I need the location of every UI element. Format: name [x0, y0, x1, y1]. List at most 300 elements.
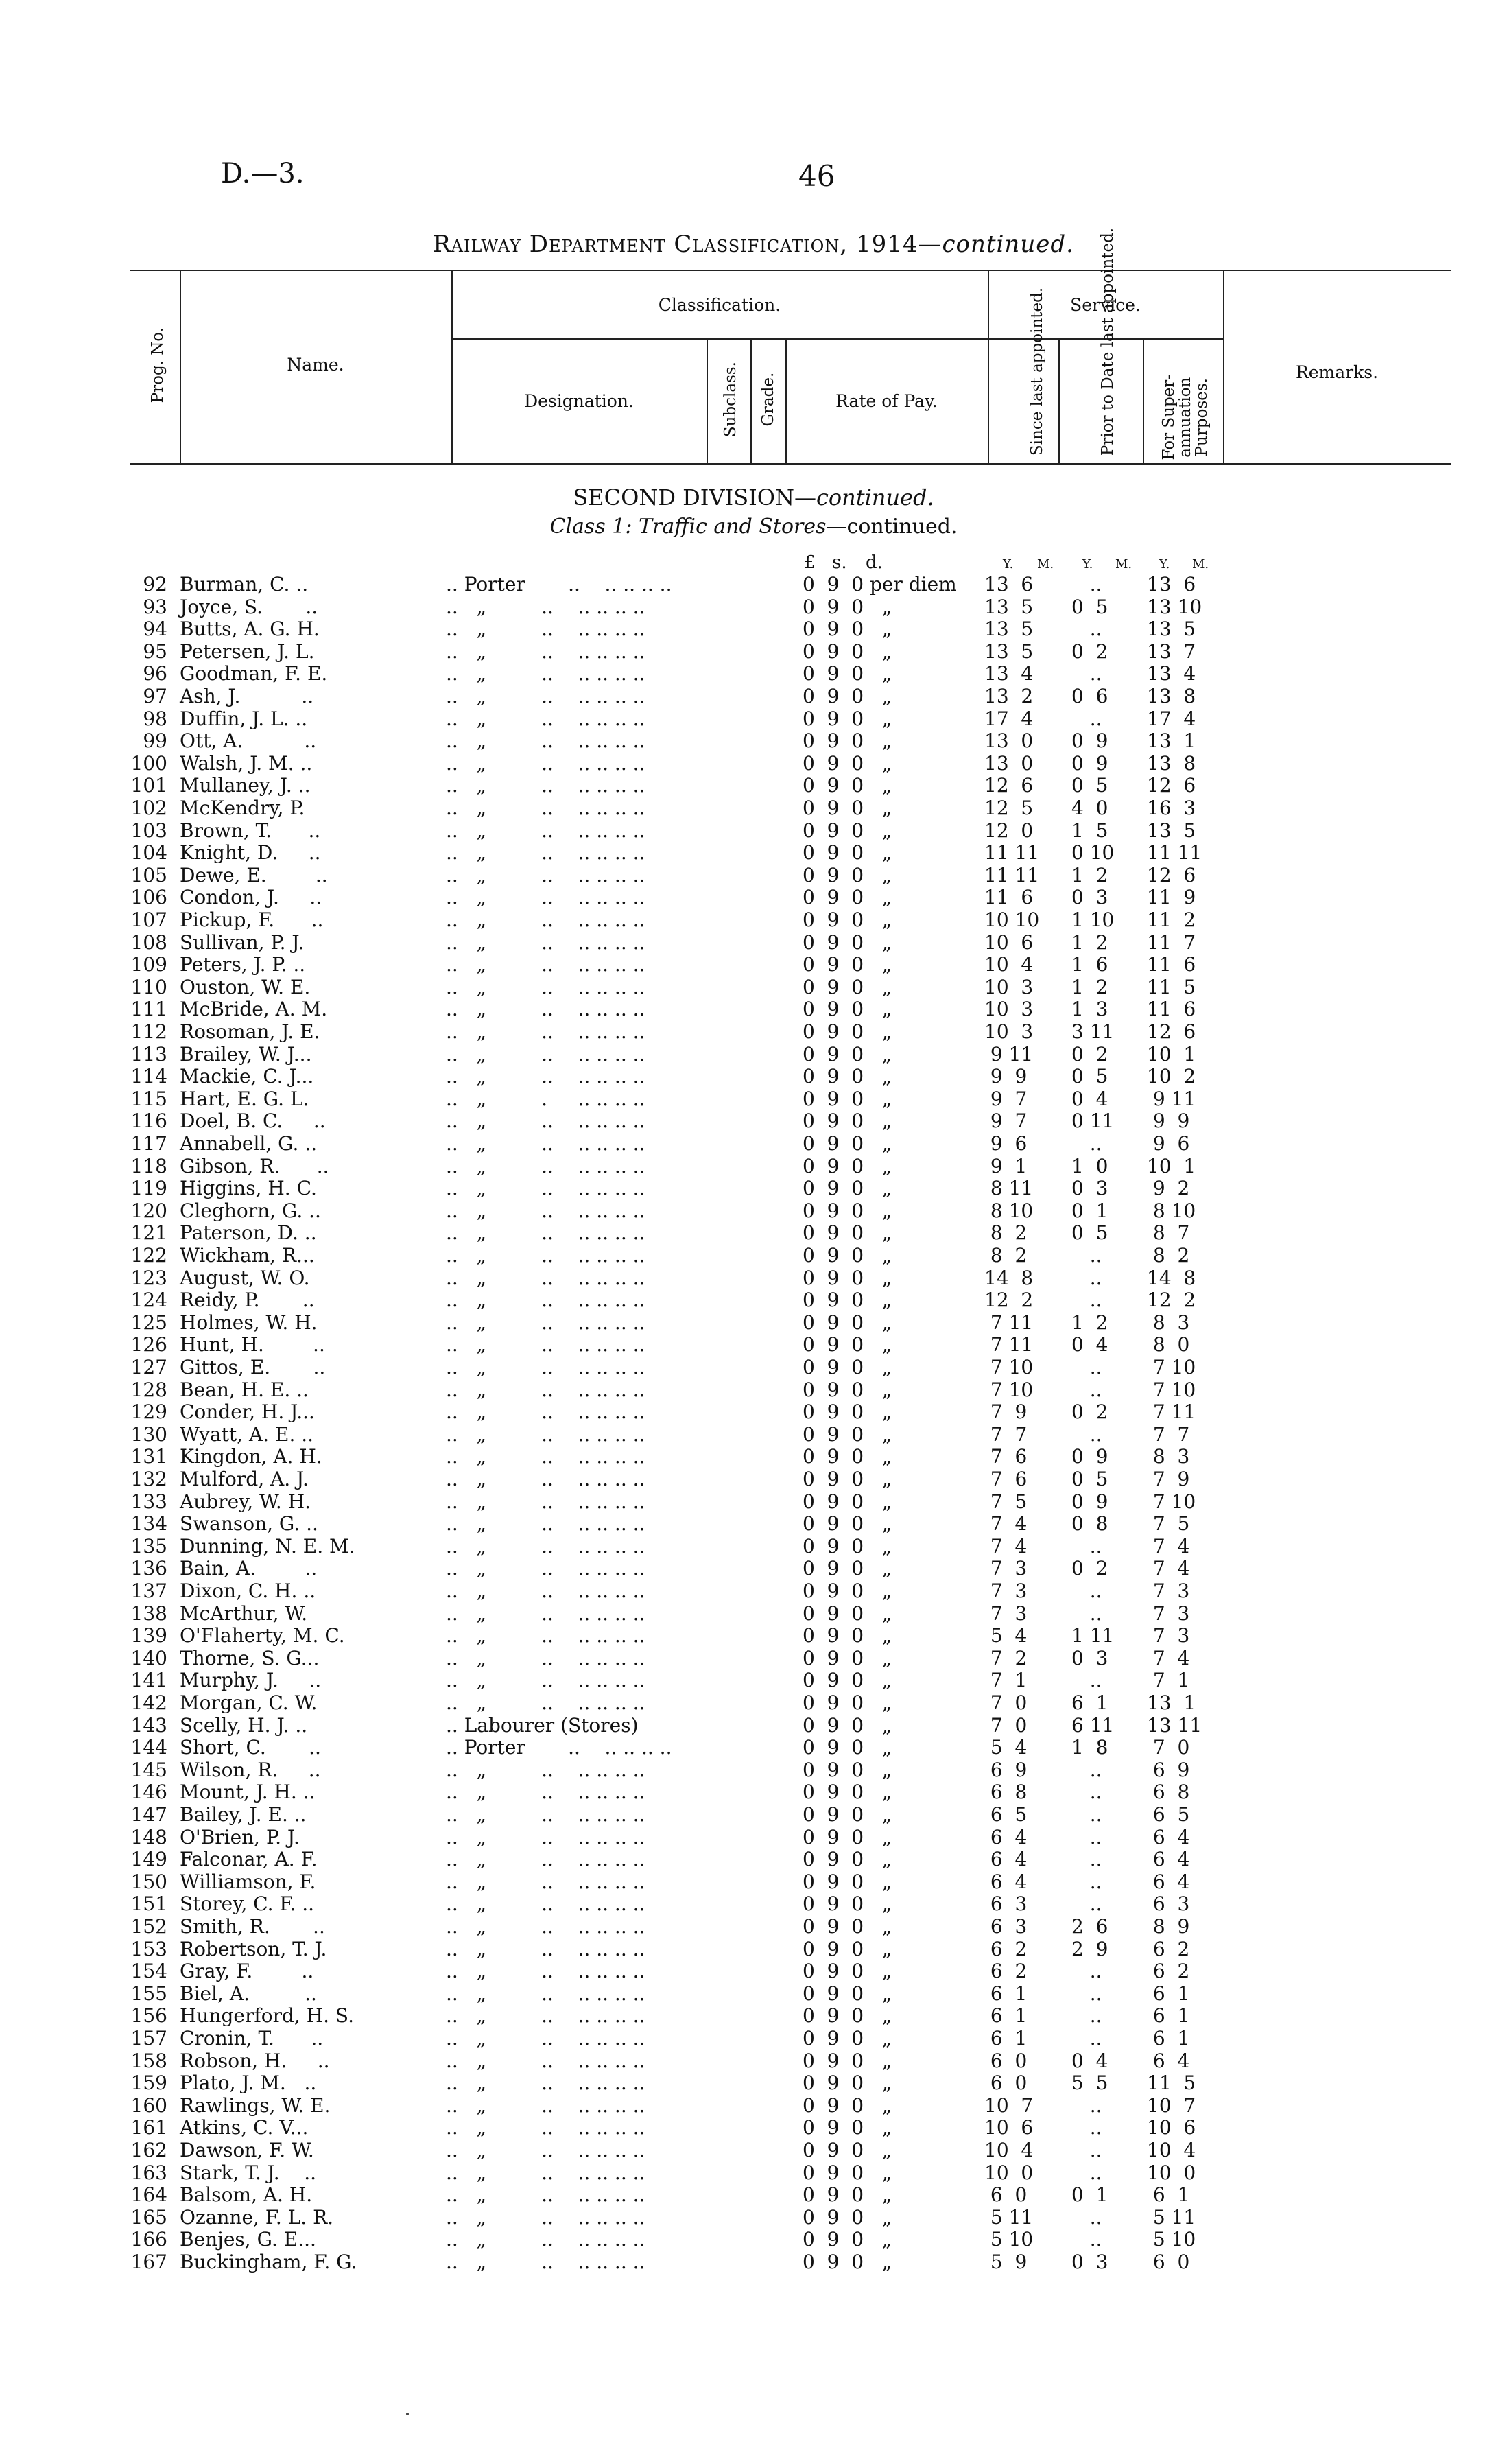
- table-row: [0, 1513, 1507, 1536]
- name-cell: Doel, B. C. ..: [180, 1110, 326, 1133]
- superannuation-cell: 7 9: [1147, 1468, 1190, 1490]
- name-cell: Butts, A. G. H.: [180, 618, 320, 641]
- since-last-cell: 10 0: [984, 2161, 1034, 2184]
- rate-cell: 0 9 0 „: [803, 640, 892, 663]
- prog-no-cell: 162: [130, 2139, 167, 2161]
- prog-no-cell: 94: [143, 618, 167, 641]
- since-last-cell: 5 11: [984, 2205, 1034, 2229]
- table-row: [0, 574, 1507, 596]
- table-row: [0, 618, 1507, 641]
- designation-cell: .. „ .. .. .. .. ..: [446, 595, 645, 618]
- prior-cell: ..: [1071, 707, 1102, 730]
- prior-cell: 1 3: [1071, 998, 1108, 1021]
- prior-cell: 0 9: [1071, 729, 1108, 753]
- name-cell: Mullaney, J. ..: [180, 774, 311, 797]
- designation-cell: .. „ .. .. .. .. ..: [446, 1177, 645, 1200]
- since-last-cell: 8 10: [984, 1199, 1034, 1222]
- name-cell: Kingdon, A. H.: [180, 1445, 322, 1468]
- name-cell: Thorne, S. G...: [180, 1646, 320, 1669]
- rate-cell: 0 9 0 „: [803, 908, 892, 931]
- name-cell: Buckingham, F. G.: [180, 2251, 357, 2273]
- designation-cell: .. „ .. .. .. .. ..: [446, 1042, 645, 1066]
- superannuation-cell: 11 6: [1147, 998, 1196, 1021]
- prior-cell: ..: [1071, 2205, 1102, 2229]
- since-last-cell: 9 7: [984, 1110, 1028, 1133]
- table-row: [0, 596, 1507, 619]
- since-last-cell: 9 1: [984, 1154, 1028, 1177]
- table-row: [0, 2207, 1507, 2229]
- designation-cell: .. „ .. .. .. .. ..: [446, 1289, 645, 1312]
- designation-cell: .. „ .. .. .. .. ..: [446, 1580, 645, 1602]
- table-row: [0, 2072, 1507, 2095]
- since-last-cell: 5 10: [984, 2228, 1034, 2251]
- superannuation-cell: 6 1: [1147, 2004, 1190, 2028]
- designation-cell: .. „ .. .. .. .. ..: [446, 975, 645, 998]
- rate-cell: 0 9 0 „: [803, 1512, 892, 1536]
- name-cell: Sullivan, P. J.: [180, 930, 305, 954]
- rate-cell: 0 9 0 „: [803, 998, 892, 1021]
- name-cell: Wilson, R. ..: [180, 1758, 321, 1781]
- header-classification: Classification.: [658, 295, 781, 315]
- prog-no-cell: 148: [130, 1825, 167, 1849]
- prog-no-cell: 125: [130, 1311, 167, 1334]
- col-divider-desig: [707, 338, 708, 463]
- prog-no-cell: 165: [130, 2205, 167, 2229]
- division-continued: continued.: [816, 484, 934, 511]
- class-name: Traffic and Stores: [638, 515, 827, 539]
- superannuation-cell: 7 3: [1147, 1580, 1190, 1602]
- rate-cell: 0 9 0 „: [803, 1982, 892, 2005]
- prog-no-cell: 92: [143, 573, 167, 596]
- rate-cell: 0 9 0 „: [803, 1646, 892, 1669]
- table-row: [0, 2117, 1507, 2139]
- prog-no-cell: 155: [130, 1982, 167, 2005]
- rate-cell: 0 9 0 „: [803, 1601, 892, 1625]
- prog-no-cell: 154: [130, 1960, 167, 1983]
- superannuation-cell: 8 3: [1147, 1311, 1190, 1334]
- since-last-cell: 7 5: [984, 1490, 1028, 1513]
- superannuation-cell: 13 8: [1147, 751, 1196, 775]
- name-cell: Wickham, R...: [180, 1244, 315, 1267]
- since-last-cell: 7 4: [984, 1534, 1028, 1558]
- prog-no-cell: 160: [130, 2093, 167, 2117]
- col-divider-subclass: [750, 338, 752, 463]
- prior-cell: 1 2: [1071, 1311, 1108, 1334]
- since-last-cell: 12 2: [984, 1289, 1034, 1312]
- designation-cell: .. „ .. .. .. .. ..: [446, 1669, 645, 1692]
- table-row: [0, 1245, 1507, 1267]
- since-last-cell: 6 4: [984, 1825, 1028, 1849]
- print-speck: [406, 2413, 409, 2415]
- rate-cell: 0 9 0 „: [803, 975, 892, 998]
- rate-cell: 0 9 0 „: [803, 930, 892, 954]
- name-cell: McKendry, P.: [180, 797, 305, 819]
- division-name: SECOND DIVISION—: [573, 484, 816, 511]
- prog-no-cell: 121: [130, 1221, 167, 1245]
- prog-no-cell: 95: [143, 640, 167, 663]
- table-row: [0, 954, 1507, 976]
- rate-cell: 0 9 0 „: [803, 729, 892, 753]
- since-last-cell: 5 4: [984, 1624, 1028, 1647]
- since-last-cell: 7 11: [984, 1311, 1034, 1334]
- since-last-cell: 10 3: [984, 975, 1034, 998]
- designation-cell: .. „ .. .. .. .. ..: [446, 1803, 645, 1826]
- name-cell: Morgan, C. W.: [180, 1691, 318, 1714]
- table-row: [0, 2005, 1507, 2028]
- prior-cell: 6 1: [1071, 1691, 1108, 1714]
- header-since-last: Since last appointed.: [1028, 287, 1046, 456]
- since-last-cell: 6 8: [984, 1781, 1028, 1804]
- superannuation-cell: 11 5: [1147, 975, 1196, 998]
- rate-cell: 0 9 0 „: [803, 1937, 892, 1960]
- table-row: [0, 865, 1507, 887]
- rate-cell: 0 9 0 „: [803, 1132, 892, 1155]
- prior-cell: ..: [1071, 618, 1102, 641]
- name-cell: O'Flaherty, M. C.: [180, 1624, 345, 1647]
- name-cell: Benjes, G. E...: [180, 2228, 316, 2251]
- rate-cell: 0 9 0 „: [803, 1154, 892, 1177]
- designation-cell: .. „ .. .. .. .. ..: [446, 953, 645, 976]
- prior-cell: ..: [1071, 1758, 1102, 1781]
- rate-cell: 0 9 0 „: [803, 1892, 892, 1916]
- table-row: [0, 1267, 1507, 1290]
- designation-cell: .. „ .. .. .. .. ..: [446, 1601, 645, 1625]
- superannuation-cell: 7 4: [1147, 1646, 1190, 1669]
- prog-no-cell: 107: [130, 908, 167, 931]
- designation-cell: .. „ .. .. .. .. ..: [446, 1960, 645, 1983]
- superannuation-cell: 13 1: [1147, 729, 1196, 753]
- table-row: [0, 1088, 1507, 1111]
- since-last-cell: 7 0: [984, 1691, 1028, 1714]
- prog-no-cell: 150: [130, 1870, 167, 1893]
- superannuation-cell: 9 9: [1147, 1110, 1190, 1133]
- superannuation-cell: 14 8: [1147, 1266, 1196, 1289]
- superannuation-cell: 9 2: [1147, 1177, 1190, 1200]
- designation-cell: .. „ .. .. .. .. ..: [446, 1266, 645, 1289]
- prior-cell: 1 8: [1071, 1736, 1108, 1759]
- rate-cell: 0 9 0 „: [803, 1557, 892, 1580]
- designation-cell: .. „ .. .. .. .. ..: [446, 908, 645, 931]
- rate-cell: 0 9 0 „: [803, 2004, 892, 2028]
- superannuation-cell: 12 6: [1147, 863, 1196, 887]
- name-cell: Williamson, F.: [180, 1870, 316, 1893]
- superannuation-cell: 6 1: [1147, 2183, 1190, 2207]
- table-row: [0, 932, 1507, 954]
- prog-no-cell: 119: [130, 1177, 167, 1200]
- prior-cell: ..: [1071, 1669, 1102, 1692]
- since-last-cell: 13 0: [984, 729, 1034, 753]
- name-cell: Paterson, D. ..: [180, 1221, 317, 1245]
- rate-cell: 0 9 0 „: [803, 2228, 892, 2251]
- since-last-cell: 10 10: [984, 908, 1040, 931]
- name-cell: Wyatt, A. E. ..: [180, 1422, 314, 1446]
- since-last-cell: 6 0: [984, 2049, 1028, 2072]
- designation-cell: .. „ .. .. .. .. ..: [446, 729, 645, 753]
- rate-cell: 0 9 0 „: [803, 2116, 892, 2139]
- name-cell: Ash, J. ..: [180, 685, 314, 707]
- unit-pence: d.: [866, 552, 883, 573]
- prior-cell: 0 3: [1071, 886, 1108, 909]
- prior-cell: ..: [1071, 2004, 1102, 2028]
- since-last-cell: 6 0: [984, 2183, 1028, 2207]
- name-cell: Mackie, C. J...: [180, 1065, 314, 1088]
- rate-cell: 0 9 0 „: [803, 953, 892, 976]
- since-last-cell: 6 3: [984, 1915, 1028, 1938]
- table-row: [0, 1558, 1507, 1580]
- rate-cell: 0 9 0 „: [803, 863, 892, 887]
- since-last-cell: 9 9: [984, 1065, 1028, 1088]
- superannuation-cell: 7 10: [1147, 1356, 1196, 1378]
- prior-cell: 0 9: [1071, 751, 1108, 775]
- prog-no-cell: 117: [130, 1132, 167, 1155]
- table-row: [0, 775, 1507, 797]
- since-last-cell: 9 7: [984, 1087, 1028, 1110]
- prog-no-cell: 106: [130, 886, 167, 909]
- designation-cell: .. „ .. .. .. .. ..: [446, 841, 645, 865]
- superannuation-cell: 7 11: [1147, 1400, 1196, 1424]
- rate-cell: 0 9 0 „: [803, 2139, 892, 2161]
- designation-cell: .. „ .. .. .. .. ..: [446, 1065, 645, 1088]
- header-designation: Designation.: [524, 391, 634, 411]
- since-last-cell: 7 6: [984, 1445, 1028, 1468]
- designation-cell: .. „ .. .. .. .. ..: [446, 1154, 645, 1177]
- prior-cell: 1 2: [1071, 975, 1108, 998]
- rate-cell: 0 9 0 „: [803, 1289, 892, 1312]
- rate-cell: 0 9 0 „: [803, 2049, 892, 2072]
- prior-cell: 0 4: [1071, 1087, 1108, 1110]
- table-row: [0, 909, 1507, 932]
- since-last-cell: 10 4: [984, 953, 1034, 976]
- table-row: [0, 1200, 1507, 1223]
- table-row: [0, 2162, 1507, 2185]
- name-cell: Rawlings, W. E.: [180, 2093, 331, 2117]
- since-last-cell: 14 8: [984, 1266, 1034, 1289]
- designation-cell: .. „ .. .. .. .. ..: [446, 1512, 645, 1536]
- superannuation-cell: 7 10: [1147, 1378, 1196, 1401]
- since-last-cell: 7 11: [984, 1333, 1034, 1357]
- prior-cell: 5 5: [1071, 2072, 1108, 2095]
- since-last-cell: 10 3: [984, 1020, 1034, 1043]
- rate-cell: 0 9 0 „: [803, 1378, 892, 1401]
- superannuation-cell: 6 1: [1147, 1982, 1190, 2005]
- prog-no-cell: 163: [130, 2161, 167, 2184]
- prior-cell: ..: [1071, 1803, 1102, 1826]
- table-row: [0, 1066, 1507, 1088]
- designation-cell: .. „ .. .. .. .. ..: [446, 1445, 645, 1468]
- table-row: [0, 976, 1507, 999]
- designation-cell: .. „ .. .. .. .. ..: [446, 1557, 645, 1580]
- prog-no-cell: 132: [130, 1468, 167, 1490]
- table-row: [0, 887, 1507, 909]
- rate-cell: 0 9 0 „: [803, 1870, 892, 1893]
- superannuation-cell: 13 4: [1147, 662, 1196, 685]
- prog-no-cell: 136: [130, 1557, 167, 1580]
- table-row: [0, 1044, 1507, 1066]
- name-cell: Scelly, H. J. ..: [180, 1713, 308, 1737]
- class-heading: [0, 515, 1507, 539]
- table-row: [0, 1357, 1507, 1379]
- name-cell: Brown, T. ..: [180, 819, 321, 842]
- division-heading: [0, 484, 1507, 511]
- since-last-cell: 7 9: [984, 1400, 1028, 1424]
- since-last-cell: 7 6: [984, 1468, 1028, 1490]
- prog-no-cell: 120: [130, 1199, 167, 1222]
- page-title: [0, 231, 1507, 258]
- rate-cell: 0 9 0 „: [803, 774, 892, 797]
- name-cell: Burman, C. ..: [180, 573, 309, 596]
- rate-cell: 0 9 0 „: [803, 1087, 892, 1110]
- table-row: [0, 1916, 1507, 1938]
- designation-cell: .. „ .. .. .. .. ..: [446, 2251, 645, 2273]
- rate-cell: 0 9 0 „: [803, 1624, 892, 1647]
- prog-no-cell: 133: [130, 1490, 167, 1513]
- superannuation-cell: 10 6: [1147, 2116, 1196, 2139]
- prior-cell: 0 5: [1071, 1468, 1108, 1490]
- prior-cell: ..: [1071, 1580, 1102, 1602]
- prior-cell: 0 2: [1071, 1557, 1108, 1580]
- designation-cell: .. „ .. .. .. .. ..: [446, 640, 645, 663]
- table-row: [0, 1401, 1507, 1424]
- superannuation-cell: 6 3: [1147, 1892, 1190, 1916]
- designation-cell: .. „ .. .. .. .. ..: [446, 2072, 645, 2095]
- name-cell: Goodman, F. E.: [180, 662, 328, 685]
- name-cell: O'Brien, P. J.: [180, 1825, 300, 1849]
- class-prefix: Class 1:: [549, 515, 639, 539]
- designation-cell: .. „ .. .. .. .. ..: [446, 751, 645, 775]
- superannuation-cell: 13 11: [1147, 1713, 1202, 1737]
- since-last-cell: 6 2: [984, 1937, 1028, 1960]
- name-cell: Dewe, E. ..: [180, 863, 328, 887]
- table-row: [0, 663, 1507, 685]
- header-service: Service.: [1070, 295, 1141, 315]
- name-cell: Atkins, C. V...: [180, 2116, 309, 2139]
- rate-cell: 0 9 0 „: [803, 1177, 892, 1200]
- rate-cell: 0 9 0 „: [803, 1758, 892, 1781]
- name-cell: Gray, F. ..: [180, 1960, 314, 1983]
- rate-cell: 0 9 0 per diem: [803, 573, 957, 596]
- since-last-cell: 6 0: [984, 2072, 1028, 2095]
- designation-cell: .. „ .. .. .. .. ..: [446, 707, 645, 730]
- table-row: [0, 1647, 1507, 1670]
- since-last-cell: 7 3: [984, 1557, 1028, 1580]
- name-cell: Storey, C. F. ..: [180, 1892, 315, 1916]
- table-row: [0, 1692, 1507, 1715]
- superannuation-cell: 5 10: [1147, 2228, 1196, 2251]
- rate-cell: 0 9 0 „: [803, 1960, 892, 1983]
- table-row: [0, 1849, 1507, 1871]
- prior-cell: 3 11: [1071, 1020, 1115, 1043]
- name-cell: Knight, D. ..: [180, 841, 321, 865]
- prior-cell: 0 1: [1071, 2183, 1108, 2207]
- superannuation-cell: 7 1: [1147, 1669, 1190, 1692]
- since-last-cell: 10 4: [984, 2139, 1034, 2161]
- designation-cell: .. „ .. .. .. .. ..: [446, 2205, 645, 2229]
- since-last-cell: 5 4: [984, 1736, 1028, 1759]
- name-cell: Ouston, W. E.: [180, 975, 311, 998]
- prior-cell: 6 11: [1071, 1713, 1115, 1737]
- since-last-cell: 6 1: [984, 1982, 1028, 2005]
- prog-no-cell: 128: [130, 1378, 167, 1401]
- prog-no-cell: 96: [143, 662, 167, 685]
- name-cell: Swanson, G. ..: [180, 1512, 318, 1536]
- rate-cell: 0 9 0 „: [803, 1042, 892, 1066]
- designation-cell: .. „ .. .. .. .. ..: [446, 1825, 645, 1849]
- unit-prior-months: M.: [1115, 557, 1132, 572]
- superannuation-cell: 10 2: [1147, 1065, 1196, 1088]
- since-last-cell: 5 9: [984, 2251, 1028, 2273]
- table-row: [0, 2229, 1507, 2251]
- table-row: [0, 685, 1507, 708]
- table-row: [0, 2050, 1507, 2073]
- prog-no-cell: 164: [130, 2183, 167, 2207]
- rate-cell: 0 9 0 „: [803, 819, 892, 842]
- table-row: [0, 1110, 1507, 1133]
- name-cell: Hungerford, H. S.: [180, 2004, 354, 2028]
- since-last-cell: 12 0: [984, 819, 1034, 842]
- superannuation-cell: 6 1: [1147, 2027, 1190, 2050]
- prior-cell: ..: [1071, 1378, 1102, 1401]
- designation-cell: .. „ .. .. .. .. ..: [446, 1490, 645, 1513]
- prior-cell: 4 0: [1071, 797, 1108, 819]
- superannuation-cell: 10 4: [1147, 2139, 1196, 2161]
- superannuation-cell: 5 11: [1147, 2205, 1196, 2229]
- name-cell: Plato, J. M. ..: [180, 2072, 317, 2095]
- table-row: [0, 1737, 1507, 1759]
- since-last-cell: 17 4: [984, 707, 1034, 730]
- name-cell: Robson, H. ..: [180, 2049, 330, 2072]
- prior-cell: 2 9: [1071, 1937, 1108, 1960]
- prog-no-cell: 153: [130, 1937, 167, 1960]
- prior-cell: ..: [1071, 662, 1102, 685]
- designation-cell: .. „ .. .. .. .. ..: [446, 1378, 645, 1401]
- since-last-cell: 13 4: [984, 662, 1034, 685]
- designation-cell: .. Porter .. .. .. .. ..: [446, 573, 672, 596]
- table-row: [0, 2139, 1507, 2162]
- prior-cell: 1 2: [1071, 930, 1108, 954]
- unit-since-months: M.: [1037, 557, 1054, 572]
- since-last-cell: 6 3: [984, 1892, 1028, 1916]
- table-row: [0, 1804, 1507, 1827]
- superannuation-cell: 8 3: [1147, 1445, 1190, 1468]
- table-row: [0, 1289, 1507, 1312]
- superannuation-cell: 8 10: [1147, 1199, 1196, 1222]
- superannuation-cell: 7 7: [1147, 1422, 1190, 1446]
- table-row: [0, 708, 1507, 731]
- since-last-cell: 11 6: [984, 886, 1034, 909]
- prior-cell: 0 3: [1071, 2251, 1108, 2273]
- rate-cell: 0 9 0 „: [803, 1468, 892, 1490]
- prog-no-cell: 113: [130, 1042, 167, 1066]
- prior-cell: ..: [1071, 1422, 1102, 1446]
- designation-cell: .. „ .. .. .. .. ..: [446, 1848, 645, 1871]
- name-cell: Dunning, N. E. M.: [180, 1534, 355, 1558]
- prog-no-cell: 144: [130, 1736, 167, 1759]
- since-last-cell: 6 4: [984, 1848, 1028, 1871]
- superannuation-cell: 8 0: [1147, 1333, 1190, 1357]
- table-row: [0, 1603, 1507, 1626]
- name-cell: Rosoman, J. E.: [180, 1020, 320, 1043]
- prior-cell: 0 5: [1071, 1065, 1108, 1088]
- rate-cell: 0 9 0 „: [803, 1803, 892, 1826]
- since-last-cell: 7 2: [984, 1646, 1028, 1669]
- rate-cell: 0 9 0 „: [803, 1356, 892, 1378]
- prog-no-cell: 146: [130, 1781, 167, 1804]
- since-last-cell: 6 1: [984, 2004, 1028, 2028]
- prior-cell: 0 9: [1071, 1490, 1108, 1513]
- superannuation-cell: 17 4: [1147, 707, 1196, 730]
- rate-cell: 0 9 0 „: [803, 1490, 892, 1513]
- superannuation-cell: 7 0: [1147, 1736, 1190, 1759]
